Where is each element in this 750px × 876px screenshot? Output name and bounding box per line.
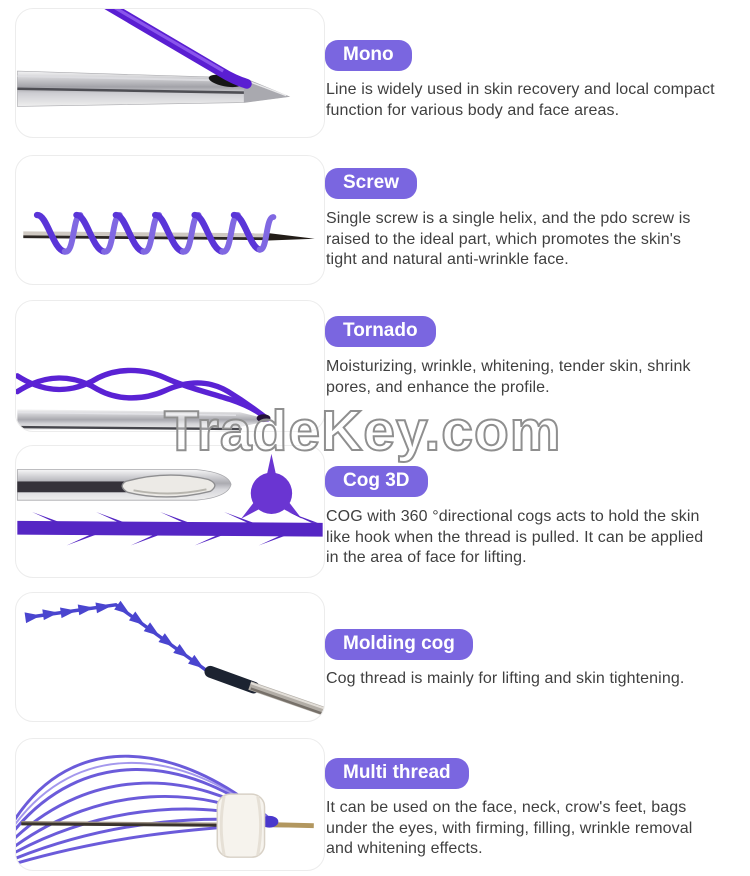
cog-3d-description xyxy=(326,507,740,569)
multi-thread-illustration xyxy=(16,739,324,870)
multi-thread-description-line: and whitening effects. xyxy=(326,840,483,857)
mono-description-line: Line is widely used in skin recovery and local compact xyxy=(326,81,715,98)
molding-cog-description-line: Cog thread is mainly for lifting and skin tightening. xyxy=(326,670,685,687)
screw-description xyxy=(326,209,740,271)
cog-3d-thread-image xyxy=(15,445,325,578)
tornado-thread-image xyxy=(15,300,325,432)
mono-label-badge: Mono xyxy=(325,40,412,71)
multi-thread-label-badge: Multi thread xyxy=(325,758,469,789)
mono-description-line: function for various body and face areas. xyxy=(326,101,620,119)
molding-cog-thread-image xyxy=(15,592,325,722)
multi-thread-description xyxy=(326,798,740,860)
molding-cog-label-badge: Molding cog xyxy=(325,629,473,660)
mono-needle-illustration xyxy=(16,9,324,137)
cog-3d-description-line: COG with 360 °directional cogs acts to hold the skin xyxy=(326,508,700,525)
cog-3d-description-line: in the area of face for lifting. xyxy=(326,549,527,566)
screw-description-line: raised to the ideal part, which promotes the skin's xyxy=(326,230,681,248)
tornado-description xyxy=(326,357,740,398)
screw-label-badge: Screw xyxy=(325,168,417,199)
mono-thread-image xyxy=(15,8,325,138)
molding-cog-description xyxy=(326,669,740,690)
screw-thread-image xyxy=(15,155,325,285)
multi-thread-description-line: It can be used on the face, neck, crow's feet, bags xyxy=(326,799,687,816)
tornado-description-line: Moisturizing, wrinkle, whitening, tender skin, shrink xyxy=(326,358,691,375)
mono-description xyxy=(326,80,740,121)
cog-3d-label-badge: Cog 3D xyxy=(325,466,428,497)
tornado-label-badge: Tornado xyxy=(325,316,436,347)
cog-3d-description-line: like hook when the thread is pulled. It can be applied xyxy=(326,528,704,546)
molding-cog-illustration xyxy=(16,593,324,721)
multi-thread-image xyxy=(15,738,325,871)
tornado-description-line: pores, and enhance the profile. xyxy=(326,378,550,396)
tradekey-watermark: TradeKey.com xyxy=(164,399,562,463)
screw-needle-illustration xyxy=(16,156,324,284)
screw-description-line: tight and natural anti-wrinkle face. xyxy=(326,251,569,268)
cog-3d-illustration xyxy=(16,446,324,577)
multi-thread-description-line: under the eyes, with firming, filling, wrinkle removal xyxy=(326,819,693,837)
screw-description-line: Single screw is a single helix, and the pdo screw is xyxy=(326,210,691,227)
tornado-needle-illustration xyxy=(16,301,324,431)
